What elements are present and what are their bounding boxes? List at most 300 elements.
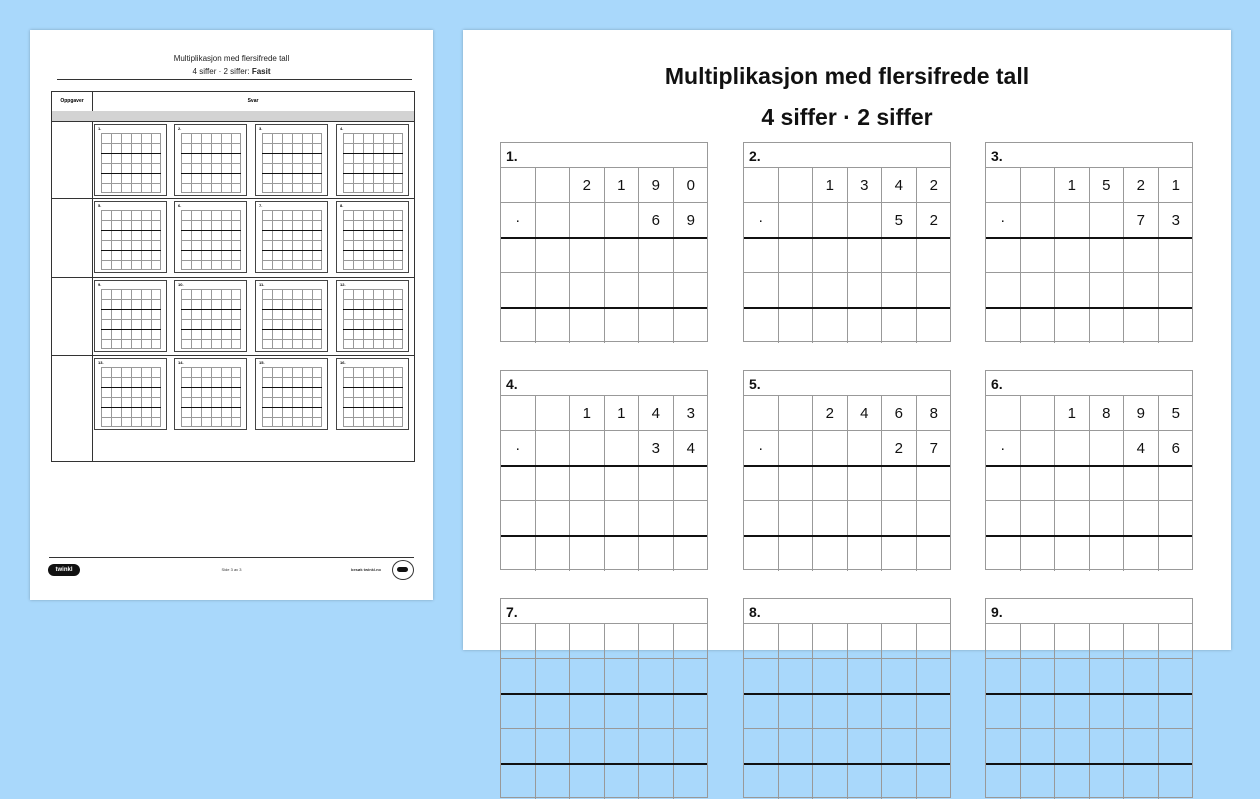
digit-cell: [848, 624, 883, 659]
answer-cell[interactable]: [917, 729, 952, 764]
answer-cell[interactable]: [744, 536, 779, 571]
problem-6: [985, 370, 1195, 570]
digit-cell: [570, 431, 605, 466]
answer-cell[interactable]: [605, 764, 640, 799]
answer-cell[interactable]: [1090, 729, 1125, 764]
answer-cell[interactable]: [744, 764, 779, 799]
digit-cell: [744, 659, 779, 694]
answer-mini-grid: [94, 280, 167, 352]
digit-cell: [779, 659, 814, 694]
answer-cell[interactable]: [501, 764, 536, 799]
answer-cell[interactable]: [779, 729, 814, 764]
digit-cell: [1055, 659, 1090, 694]
answer-cell[interactable]: [536, 536, 571, 571]
answer-cell[interactable]: [744, 273, 779, 308]
answer-cell[interactable]: [1021, 466, 1056, 501]
answer-cell[interactable]: [813, 308, 848, 343]
problem-number: 5.: [743, 370, 951, 396]
digit-cell: [605, 203, 640, 238]
digit-cell: 1: [605, 168, 640, 203]
answer-cell[interactable]: [813, 273, 848, 308]
answer-cell[interactable]: [882, 308, 917, 343]
digit-cell: 3: [1159, 203, 1194, 238]
answer-cell[interactable]: [882, 764, 917, 799]
table-row-divider: [52, 277, 414, 278]
digit-cell: [1124, 624, 1159, 659]
digit-cell: [744, 624, 779, 659]
answer-cell[interactable]: [779, 466, 814, 501]
answer-mini-grid: [336, 124, 409, 196]
answer-cell[interactable]: [1159, 466, 1194, 501]
answer-cell[interactable]: [570, 536, 605, 571]
digit-cell: [674, 624, 709, 659]
answer-cell[interactable]: [813, 501, 848, 536]
digit-cell: 4: [674, 431, 709, 466]
answer-cell[interactable]: [1055, 764, 1090, 799]
answer-cell[interactable]: [1021, 729, 1056, 764]
answer-cell[interactable]: [1021, 694, 1056, 729]
answer-cell[interactable]: [744, 308, 779, 343]
answer-cell[interactable]: [1124, 273, 1159, 308]
header-shade: [52, 111, 414, 122]
problem-4: [500, 370, 710, 570]
answer-mini-grid: [174, 280, 247, 352]
answer-cell[interactable]: [917, 466, 952, 501]
answer-cell[interactable]: [674, 238, 709, 273]
answer-key-subtitle: 4 siffer · 2 siffer: Fasit: [192, 67, 271, 76]
answer-cell[interactable]: [779, 238, 814, 273]
answer-cell[interactable]: [536, 764, 571, 799]
answer-cell[interactable]: [1090, 466, 1125, 501]
digit-cell: [1090, 431, 1125, 466]
answer-cell[interactable]: [986, 238, 1021, 273]
answer-cell[interactable]: [1090, 308, 1125, 343]
answer-cell[interactable]: [882, 238, 917, 273]
answer-cell[interactable]: [882, 273, 917, 308]
answer-mini-grid: [336, 280, 409, 352]
answer-cell[interactable]: [674, 764, 709, 799]
digit-cell: 3: [848, 168, 883, 203]
answer-cell[interactable]: [779, 536, 814, 571]
answer-cell[interactable]: [639, 273, 674, 308]
digit-cell: 1: [1055, 168, 1090, 203]
digit-cell: [1090, 624, 1125, 659]
answer-mini-grid: [94, 124, 167, 196]
digit-cell: [536, 203, 571, 238]
answer-cell[interactable]: [848, 694, 883, 729]
answer-cell[interactable]: [639, 238, 674, 273]
page-number: Side 3 av 3: [221, 567, 242, 572]
answer-cell[interactable]: [570, 501, 605, 536]
answer-mini-grid: [255, 358, 328, 430]
answer-cell[interactable]: [1021, 501, 1056, 536]
answer-cell[interactable]: [779, 764, 814, 799]
answer-cell[interactable]: [536, 273, 571, 308]
sum-line: [744, 693, 950, 695]
answer-cell[interactable]: [1124, 764, 1159, 799]
answer-cell[interactable]: [1090, 694, 1125, 729]
answer-cell[interactable]: [744, 694, 779, 729]
answer-cell[interactable]: [986, 729, 1021, 764]
digit-cell: [779, 431, 814, 466]
digit-cell: ·: [501, 431, 536, 466]
digit-cell: [848, 203, 883, 238]
answer-mini-label: 1.: [98, 126, 102, 131]
answer-mini-grid: [255, 124, 328, 196]
answer-cell[interactable]: [1159, 764, 1194, 799]
digit-cell: [605, 659, 640, 694]
answer-cell[interactable]: [501, 466, 536, 501]
answer-cell[interactable]: [882, 694, 917, 729]
digit-cell: 2: [813, 396, 848, 431]
digit-cell: [1159, 624, 1194, 659]
worksheet-subtitle: 4 siffer · 2 siffer: [761, 104, 933, 130]
answer-cell[interactable]: [536, 729, 571, 764]
answer-cell[interactable]: [813, 694, 848, 729]
answer-cell[interactable]: [1055, 273, 1090, 308]
answer-cell[interactable]: [1159, 536, 1194, 571]
answer-cell[interactable]: [917, 536, 952, 571]
problem-number: 8.: [743, 598, 951, 624]
answer-mini-grid: [336, 201, 409, 273]
answer-cell[interactable]: [1021, 238, 1056, 273]
digit-cell: 2: [917, 203, 952, 238]
answer-cell[interactable]: [605, 308, 640, 343]
worksheet-title: Multiplikasjon med flersifrede tall: [664, 63, 1030, 89]
problem-grid: [743, 395, 951, 570]
answer-cell[interactable]: [813, 238, 848, 273]
answer-cell[interactable]: [605, 536, 640, 571]
digit-cell: 1: [1159, 168, 1194, 203]
table-header: [52, 92, 414, 112]
answer-mini-grid: [94, 358, 167, 430]
answer-cell[interactable]: [917, 764, 952, 799]
answer-cell[interactable]: [1159, 501, 1194, 536]
answer-cell[interactable]: [779, 501, 814, 536]
digit-cell: 1: [813, 168, 848, 203]
answer-cell[interactable]: [1021, 764, 1056, 799]
answer-cell[interactable]: [917, 694, 952, 729]
answer-cell[interactable]: [1090, 536, 1125, 571]
sum-line: [501, 465, 707, 467]
digit-cell: 4: [882, 168, 917, 203]
digit-cell: 7: [1124, 203, 1159, 238]
answer-cell[interactable]: [536, 466, 571, 501]
problem-number: 1.: [500, 142, 708, 168]
answer-mini-label: 3.: [259, 126, 263, 131]
answer-cell[interactable]: [917, 501, 952, 536]
digit-cell: [1021, 659, 1056, 694]
answer-cell[interactable]: [501, 536, 536, 571]
answer-cell[interactable]: [639, 501, 674, 536]
digit-cell: 9: [1124, 396, 1159, 431]
answer-mini-grid: [255, 201, 328, 273]
answer-cell[interactable]: [1124, 238, 1159, 273]
answer-cell[interactable]: [605, 238, 640, 273]
digit-cell: [605, 431, 640, 466]
answer-cell[interactable]: [1055, 308, 1090, 343]
digit-cell: [1159, 659, 1194, 694]
digit-cell: 8: [917, 396, 952, 431]
answer-cell[interactable]: [986, 764, 1021, 799]
answer-cell[interactable]: [813, 764, 848, 799]
answer-cell[interactable]: [501, 729, 536, 764]
answer-cell[interactable]: [779, 694, 814, 729]
answer-cell[interactable]: [639, 536, 674, 571]
answer-cell[interactable]: [848, 501, 883, 536]
answer-cell[interactable]: [986, 466, 1021, 501]
digit-cell: [779, 396, 814, 431]
answer-cell[interactable]: [501, 501, 536, 536]
answer-cell[interactable]: [674, 273, 709, 308]
digit-cell: [986, 659, 1021, 694]
digit-cell: [813, 431, 848, 466]
digit-cell: 1: [570, 396, 605, 431]
answer-cell[interactable]: [744, 238, 779, 273]
answer-cell[interactable]: [848, 536, 883, 571]
digit-cell: [501, 624, 536, 659]
digit-cell: 5: [1090, 168, 1125, 203]
answer-cell[interactable]: [813, 466, 848, 501]
answer-cell[interactable]: [501, 238, 536, 273]
answer-cell[interactable]: [501, 694, 536, 729]
digit-cell: [1021, 396, 1056, 431]
digit-cell: [813, 203, 848, 238]
answer-cell[interactable]: [1090, 238, 1125, 273]
sum-line: [986, 307, 1192, 309]
answer-cell[interactable]: [986, 308, 1021, 343]
column-header-answer: Svar: [247, 98, 259, 104]
answer-mini-label: 14.: [178, 360, 184, 365]
answer-cell[interactable]: [501, 308, 536, 343]
answer-cell[interactable]: [1055, 536, 1090, 571]
problem-1: [500, 142, 710, 342]
digit-cell: 2: [882, 431, 917, 466]
answer-cell[interactable]: [848, 308, 883, 343]
digit-cell: [536, 431, 571, 466]
answer-cell[interactable]: [986, 501, 1021, 536]
answer-cell[interactable]: [779, 308, 814, 343]
sum-line: [744, 763, 950, 765]
answer-cell[interactable]: [1159, 238, 1194, 273]
answer-mini-grid: [336, 358, 409, 430]
answer-cell[interactable]: [1055, 466, 1090, 501]
sum-line: [986, 237, 1192, 239]
answer-cell[interactable]: [605, 729, 640, 764]
answer-cell[interactable]: [1124, 466, 1159, 501]
answer-cell[interactable]: [1055, 238, 1090, 273]
sum-line: [501, 535, 707, 537]
title-divider: [57, 79, 412, 80]
answer-mini-label: 6.: [178, 203, 182, 208]
answer-cell[interactable]: [674, 501, 709, 536]
digit-cell: 2: [917, 168, 952, 203]
answer-cell[interactable]: [639, 694, 674, 729]
answer-cell[interactable]: [744, 729, 779, 764]
answer-cell[interactable]: [1055, 694, 1090, 729]
answer-cell[interactable]: [536, 238, 571, 273]
sum-line: [986, 535, 1192, 537]
answer-cell[interactable]: [1159, 308, 1194, 343]
answer-cell[interactable]: [744, 466, 779, 501]
digit-cell: [1090, 659, 1125, 694]
digit-cell: [501, 659, 536, 694]
badge-icon: [392, 560, 414, 580]
digit-cell: ·: [986, 203, 1021, 238]
answer-cell[interactable]: [1021, 536, 1056, 571]
answer-cell[interactable]: [986, 536, 1021, 571]
answer-cell[interactable]: [848, 238, 883, 273]
answer-cell[interactable]: [1090, 501, 1125, 536]
footer-divider: [49, 557, 414, 558]
answer-cell[interactable]: [605, 273, 640, 308]
answer-cell[interactable]: [536, 308, 571, 343]
digit-cell: [917, 659, 952, 694]
answer-cell[interactable]: [674, 466, 709, 501]
digit-cell: [779, 168, 814, 203]
problem-grid: [985, 395, 1193, 570]
answer-mini-label: 13.: [98, 360, 104, 365]
answer-cell[interactable]: [1055, 501, 1090, 536]
table-row-divider: [52, 355, 414, 356]
digit-cell: [848, 659, 883, 694]
digit-cell: [570, 659, 605, 694]
digit-cell: [605, 624, 640, 659]
answer-cell[interactable]: [639, 308, 674, 343]
problem-2: [743, 142, 953, 342]
digit-cell: [779, 203, 814, 238]
digit-cell: 5: [1159, 396, 1194, 431]
answer-cell[interactable]: [570, 273, 605, 308]
answer-cell[interactable]: [501, 273, 536, 308]
answer-cell[interactable]: [1124, 694, 1159, 729]
answer-cell[interactable]: [570, 308, 605, 343]
answer-cell[interactable]: [813, 536, 848, 571]
problem-number: 3.: [985, 142, 1193, 168]
answer-cell[interactable]: [639, 466, 674, 501]
answer-cell[interactable]: [674, 536, 709, 571]
answer-cell[interactable]: [570, 764, 605, 799]
answer-cell[interactable]: [1124, 308, 1159, 343]
answer-key-page: [30, 30, 433, 600]
digit-cell: [536, 396, 571, 431]
answer-mini-grid: [174, 124, 247, 196]
digit-cell: [813, 659, 848, 694]
answer-cell[interactable]: [1090, 273, 1125, 308]
answer-cell[interactable]: [848, 764, 883, 799]
answer-cell[interactable]: [779, 273, 814, 308]
digit-cell: ·: [744, 203, 779, 238]
answer-mini-label: 7.: [259, 203, 263, 208]
answer-cell[interactable]: [917, 238, 952, 273]
answer-cell[interactable]: [1124, 729, 1159, 764]
digit-cell: [501, 168, 536, 203]
answer-cell[interactable]: [813, 729, 848, 764]
answer-cell[interactable]: [605, 501, 640, 536]
answer-cell[interactable]: [917, 308, 952, 343]
answer-cell[interactable]: [570, 466, 605, 501]
answer-cell[interactable]: [570, 694, 605, 729]
digit-cell: 5: [882, 203, 917, 238]
sum-line: [501, 237, 707, 239]
footer-site: besøk twinkl.no: [351, 567, 382, 572]
answer-cell[interactable]: [536, 501, 571, 536]
answer-cell[interactable]: [848, 466, 883, 501]
digit-cell: 8: [1090, 396, 1125, 431]
answer-cell[interactable]: [1159, 729, 1194, 764]
digit-cell: ·: [744, 431, 779, 466]
answer-cell[interactable]: [674, 308, 709, 343]
answer-cell[interactable]: [1090, 764, 1125, 799]
digit-cell: ·: [501, 203, 536, 238]
problem-grid: [500, 395, 708, 570]
answer-cell[interactable]: [986, 694, 1021, 729]
answer-cell[interactable]: [1055, 729, 1090, 764]
answer-cell[interactable]: [536, 694, 571, 729]
answer-cell[interactable]: [1021, 273, 1056, 308]
problem-9: [985, 598, 1195, 798]
answer-cell[interactable]: [917, 273, 952, 308]
answer-mini-label: 16.: [340, 360, 346, 365]
answer-cell[interactable]: [639, 729, 674, 764]
answer-cell[interactable]: [674, 694, 709, 729]
answer-cell[interactable]: [744, 501, 779, 536]
sum-line: [986, 465, 1192, 467]
answer-cell[interactable]: [882, 536, 917, 571]
digit-cell: 9: [674, 203, 709, 238]
problem-number: 9.: [985, 598, 1193, 624]
problem-grid: [985, 623, 1193, 798]
sum-line: [501, 763, 707, 765]
answer-cell[interactable]: [848, 729, 883, 764]
answer-mini-label: 15.: [259, 360, 265, 365]
answer-key-table: [51, 91, 415, 462]
answer-mini-label: 12.: [340, 282, 346, 287]
answer-cell[interactable]: [639, 764, 674, 799]
digit-cell: [639, 659, 674, 694]
answer-cell[interactable]: [1124, 501, 1159, 536]
answer-cell[interactable]: [1159, 694, 1194, 729]
answer-cell[interactable]: [1159, 273, 1194, 308]
digit-cell: [882, 659, 917, 694]
answer-cell[interactable]: [882, 501, 917, 536]
answer-cell[interactable]: [674, 729, 709, 764]
answer-cell[interactable]: [882, 466, 917, 501]
problem-grid: [743, 623, 951, 798]
digit-cell: 1: [605, 396, 640, 431]
answer-cell[interactable]: [986, 273, 1021, 308]
problem-grid: [500, 623, 708, 798]
answer-key-title: Multiplikasjon med flersifrede tall: [173, 54, 290, 63]
digit-cell: 6: [639, 203, 674, 238]
sum-line: [744, 237, 950, 239]
answer-cell[interactable]: [882, 729, 917, 764]
answer-cell[interactable]: [605, 694, 640, 729]
digit-cell: [536, 168, 571, 203]
answer-cell[interactable]: [570, 238, 605, 273]
answer-cell[interactable]: [570, 729, 605, 764]
answer-cell[interactable]: [848, 273, 883, 308]
answer-cell[interactable]: [605, 466, 640, 501]
digit-cell: [882, 624, 917, 659]
digit-cell: [1021, 168, 1056, 203]
answer-cell[interactable]: [1021, 308, 1056, 343]
digit-cell: 4: [1124, 431, 1159, 466]
table-row-divider: [52, 198, 414, 199]
digit-cell: [674, 659, 709, 694]
digit-cell: [1055, 203, 1090, 238]
answer-cell[interactable]: [1124, 536, 1159, 571]
